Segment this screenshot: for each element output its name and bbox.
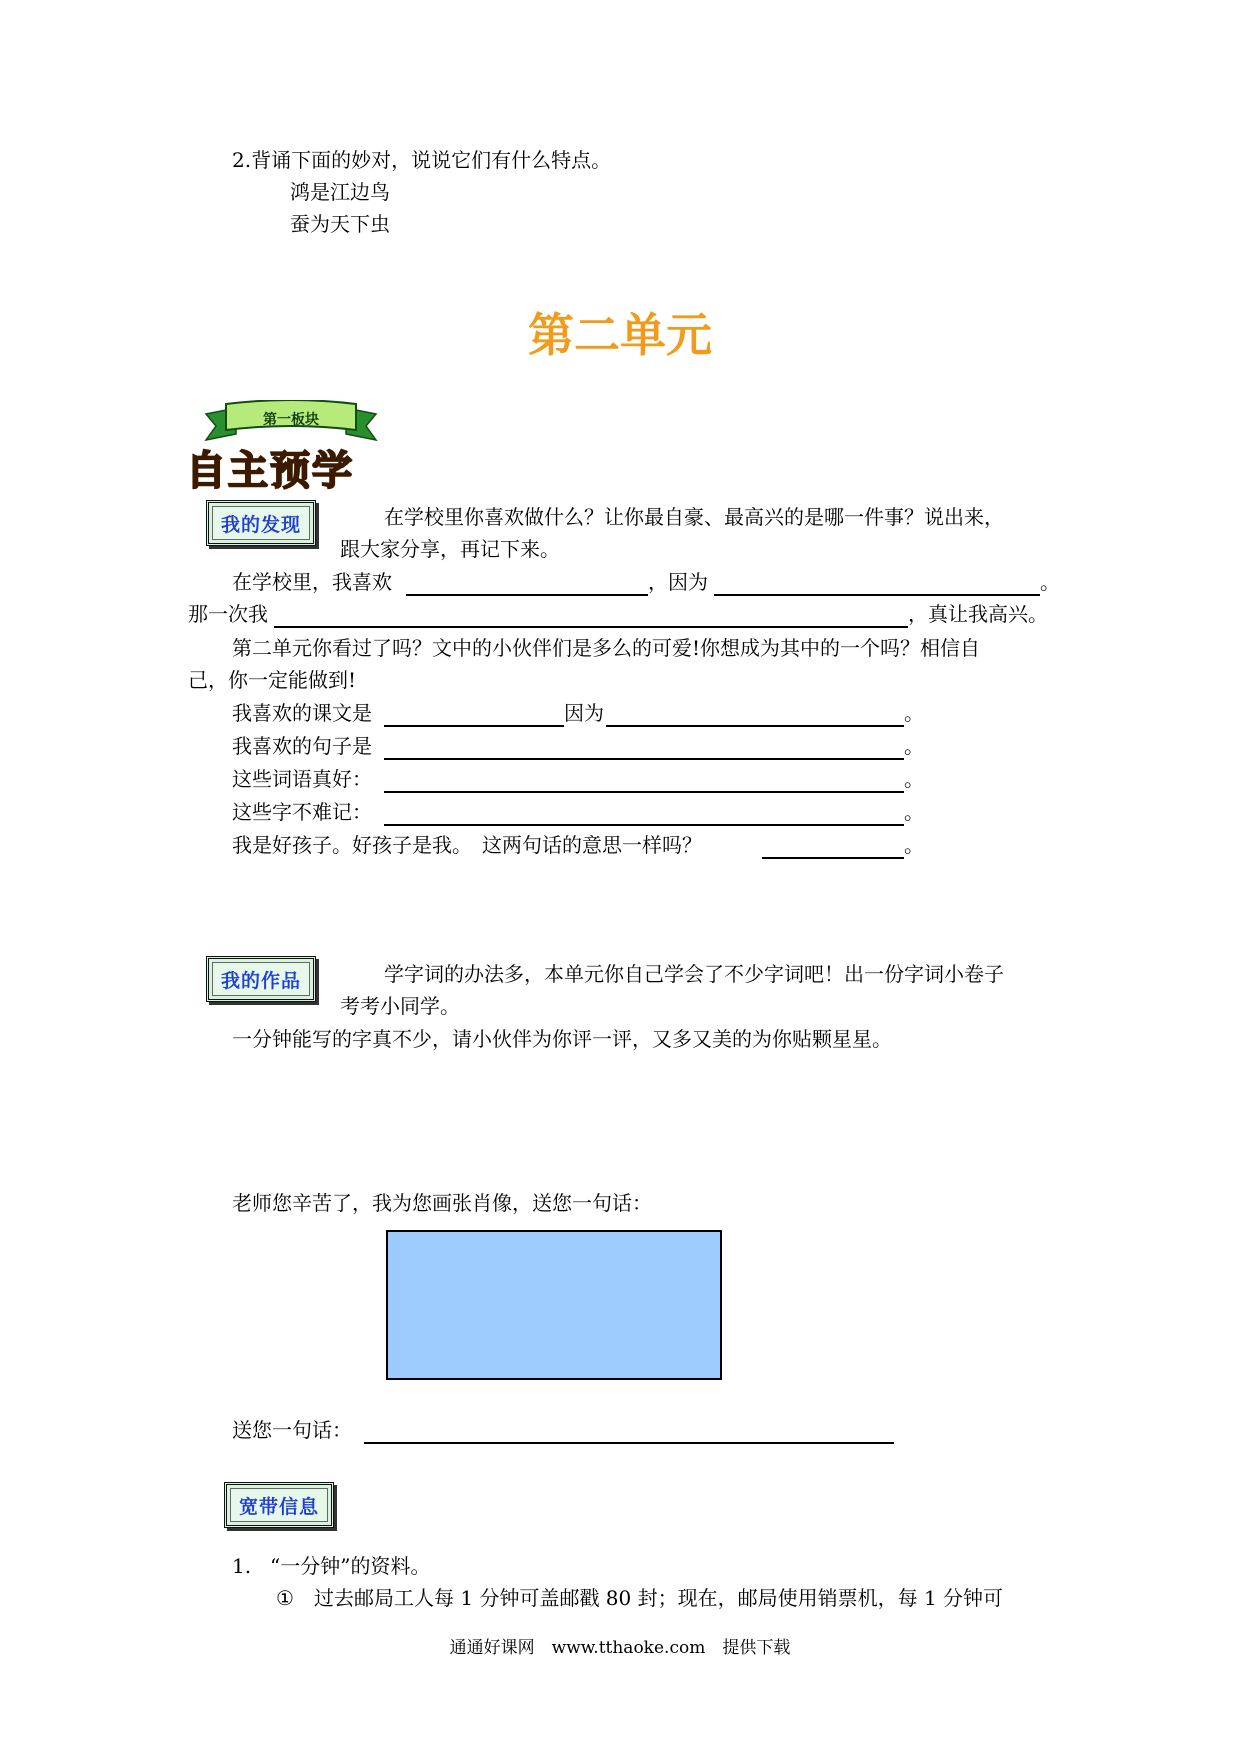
info-item-1-number: 1. bbox=[232, 1554, 252, 1578]
favorite-sentence-label: 我喜欢的句子是 bbox=[232, 734, 372, 758]
badge-broadband-info-label: 宽带信息 bbox=[230, 1488, 328, 1521]
easy-chars-period: 。 bbox=[904, 800, 924, 824]
badge-my-discovery-label: 我的发现 bbox=[212, 506, 310, 539]
fill2-blank[interactable] bbox=[274, 626, 908, 628]
portrait-drawing-box[interactable] bbox=[386, 1230, 722, 1380]
unit-title: 第二单元 bbox=[528, 308, 712, 362]
question-2: 2.背诵下面的妙对，说说它们有什么特点。 bbox=[232, 148, 612, 172]
meaning-period: 。 bbox=[904, 833, 924, 857]
easy-chars-blank[interactable] bbox=[384, 824, 904, 826]
info-item-1-title: “一分钟”的资料。 bbox=[270, 1554, 431, 1578]
good-words-label: 这些词语真好： bbox=[232, 767, 372, 791]
minute-writing-line: 一分钟能写的字真不少，请小伙伴为你评一评，又多又美的为你贴颗星星。 bbox=[232, 1027, 892, 1051]
fill1-blank-reason[interactable] bbox=[714, 594, 1040, 596]
badge-my-works bbox=[206, 956, 316, 1002]
couplet-line-2: 蚕为天下虫 bbox=[290, 212, 390, 236]
couplet-line-1: 鸿是江边鸟 bbox=[290, 180, 390, 204]
favorite-text-label: 我喜欢的课文是 bbox=[232, 701, 372, 725]
ribbon-text: 第一板块 bbox=[263, 412, 319, 428]
info-item-1-sub-marker: ① bbox=[276, 1586, 294, 1610]
discovery-intro-line-2: 跟大家分享，再记下来。 bbox=[340, 537, 560, 561]
good-words-period: 。 bbox=[904, 767, 924, 791]
favorite-text-blank[interactable] bbox=[384, 725, 564, 727]
discovery-intro-line-1: 在学校里你喜欢做什么？让你最自豪、最高兴的是哪一件事？说出来， bbox=[384, 505, 1004, 529]
page-footer: 通通好课网 www.tthaoke.com 提供下载 bbox=[449, 1638, 791, 1658]
unit-para-line-1: 第二单元你看过了吗？文中的小伙伴们是多么的可爱!你想成为其中的一个吗？相信自 bbox=[232, 636, 981, 660]
fill1-prefix: 在学校里，我喜欢 bbox=[232, 570, 392, 594]
fill2-prefix: 那一次我 bbox=[188, 602, 268, 626]
works-intro-line-2: 考考小同学。 bbox=[340, 994, 460, 1018]
favorite-text-period: 。 bbox=[904, 701, 924, 725]
meaning-question: 我是好孩子。好孩子是我。 这两句话的意思一样吗？ bbox=[232, 833, 702, 857]
info-item-1-sub-text: 过去邮局工人每 1 分钟可盖邮戳 80 封；现在，邮局使用销票机，每 1 分钟可 bbox=[314, 1586, 1004, 1610]
header-main-text: 自主预学 bbox=[186, 448, 354, 494]
gift-sentence-blank[interactable] bbox=[364, 1442, 894, 1444]
teacher-intro: 老师您辛苦了，我为您画张肖像，送您一句话： bbox=[232, 1191, 652, 1215]
favorite-text-because: 因为 bbox=[564, 701, 604, 725]
favorite-sentence-blank[interactable] bbox=[384, 758, 904, 760]
unit-para-line-2: 己，你一定能做到! bbox=[188, 668, 357, 692]
section-header-graphic bbox=[186, 400, 396, 494]
favorite-sentence-period: 。 bbox=[904, 734, 924, 758]
good-words-blank[interactable] bbox=[384, 791, 904, 793]
fill1-blank-activity[interactable] bbox=[406, 594, 648, 596]
gift-sentence-label: 送您一句话： bbox=[232, 1418, 352, 1442]
fill2-suffix: ，真让我高兴。 bbox=[908, 602, 1048, 626]
works-intro-line-1: 学字词的办法多，本单元你自己学会了不少字词吧！出一份字词小卷子 bbox=[384, 962, 1004, 986]
easy-chars-label: 这些字不难记： bbox=[232, 800, 372, 824]
badge-broadband-info bbox=[224, 1482, 334, 1528]
fill1-period: 。 bbox=[1040, 570, 1060, 594]
fill1-because: ，因为 bbox=[648, 570, 708, 594]
badge-my-works-label: 我的作品 bbox=[212, 962, 310, 995]
favorite-text-reason-blank[interactable] bbox=[606, 725, 904, 727]
meaning-blank[interactable] bbox=[762, 857, 904, 859]
badge-my-discovery bbox=[206, 500, 316, 546]
